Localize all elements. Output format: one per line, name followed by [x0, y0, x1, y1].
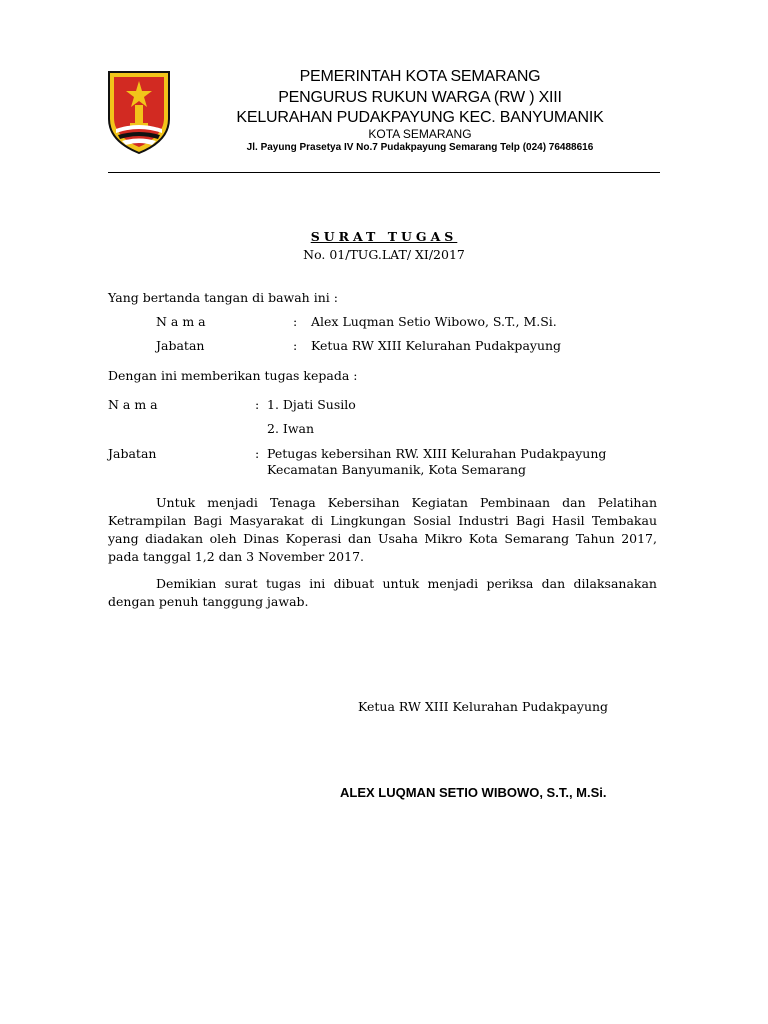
assignee-name-label: N a m a — [108, 397, 158, 412]
assignee-name-colon: : — [255, 397, 260, 412]
assignee-position-colon: : — [255, 446, 260, 461]
signer-name: Alex Luqman Setio Wibowo, S.T., M.Si. — [311, 314, 557, 329]
assignee-2: 2. Iwan — [267, 421, 315, 436]
assign-intro: Dengan ini memberikan tugas kepada : — [108, 368, 358, 383]
intro-text: Yang bertanda tangan di bawah ini : — [108, 290, 338, 305]
closing-title: Ketua RW XIII Kelurahan Pudakpayung — [358, 699, 609, 714]
signer-printed-name: ALEX LUQMAN SETIO WIBOWO, S.T., M.Si. — [340, 785, 607, 800]
signer-name-label: N a m a — [156, 314, 206, 329]
letter-number: No. 01/TUG.LAT/ XI/2017 — [303, 247, 465, 262]
signer-position-label: Jabatan — [156, 338, 205, 353]
body-paragraph-1-text: Untuk menjadi Tenaga Kebersihan Kegiatan Pembinaan dan Pelatihan Ketrampilan Bagi Masyarakat di Lingkungan Sosial Industri Bagi Hasil Tembakau yang diadakan oleh Dinas Koperasi dan Usaha Mikro Kota Semarang Tahun 2017, pada tanggal 1,2 dan 3 November 2017. — [108, 495, 657, 564]
header-city: KOTA SEMARANG — [368, 127, 472, 141]
city-crest-logo — [106, 69, 172, 155]
signer-name-colon: : — [293, 314, 298, 329]
body-paragraph-2 — [108, 575, 657, 611]
signer-position: Ketua RW XIII Kelurahan Pudakpayung — [311, 338, 562, 353]
header-kelurahan: KELURAHAN PUDAKPAYUNG KEC. BANYUMANIK — [236, 109, 604, 126]
body-paragraph-1 — [108, 494, 657, 566]
header-rw-board: PENGURUS RUKUN WARGA (RW ) XIII — [278, 89, 562, 106]
assignee-1: 1. Djati Susilo — [267, 397, 356, 412]
assignee-position-line1: Petugas kebersihan RW. XIII Kelurahan Pudakpayung — [267, 446, 607, 461]
assignee-position-label: Jabatan — [108, 446, 157, 461]
header-government: PEMERINTAH KOTA SEMARANG — [299, 68, 541, 85]
assignee-position-line2: Kecamatan Banyumanik, Kota Semarang — [267, 462, 527, 477]
letter-title: SURAT TUGAS — [310, 229, 458, 244]
signer-position-colon: : — [293, 338, 298, 353]
header-address: Jl. Payung Prasetya IV No.7 Pudakpayung Semarang Telp (024) 76488616 — [246, 142, 594, 153]
header-divider — [108, 172, 660, 173]
body-paragraph-2-text: Demikian surat tugas ini dibuat untuk menjadi periksa dan dilaksanakan dengan penuh tanggung jawab. — [108, 576, 657, 609]
